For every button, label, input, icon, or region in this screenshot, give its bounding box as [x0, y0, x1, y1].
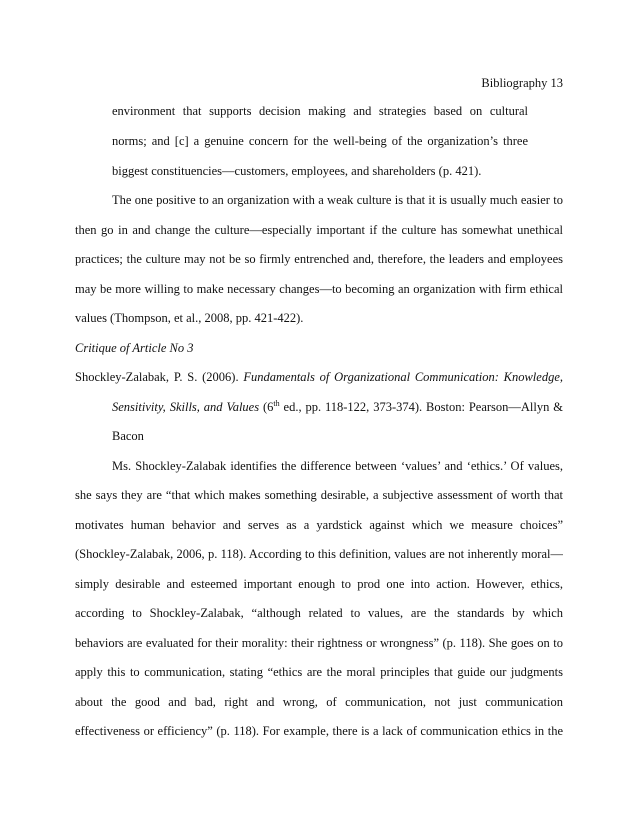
paragraph1-line: practices; the culture may not be so firmly entrenched and, therefore, the leaders and employees — [75, 252, 563, 266]
paragraph2-line: apply this to communication, stating “ethics are the moral principles that guide our judgments — [75, 665, 563, 679]
paragraph2-line: simply desirable and esteemed important enough to prod one into action. However, ethics, — [75, 577, 563, 591]
quote-line: norms; and [c] a genuine concern for the well-being of the organization’s three — [112, 134, 528, 148]
paragraph1-line: then go in and change the culture—especially important if the culture has somewhat unethical — [75, 223, 563, 237]
quote-line: biggest constituencies—customers, employees, and shareholders (p. 421). — [112, 164, 482, 178]
citation-line-1: Shockley-Zalabak, P. S. (2006). Fundamentals of Organizational Communication: Knowledge, — [75, 370, 563, 384]
paragraph2-line: behaviors are evaluated for their morality: their rightness or wrongness” (p. 118). She goes on to — [75, 636, 563, 650]
paragraph2-line: according to Shockley-Zalabak, “although related to values, are the standards by which — [75, 606, 563, 620]
paragraph1-line: The one positive to an organization with a weak culture is that it is usually much easier to — [112, 193, 563, 207]
section-heading: Critique of Article No 3 — [75, 341, 194, 355]
quote-line: environment that supports decision making and strategies based on cultural — [112, 104, 528, 118]
paragraph2-line: (Shockley-Zalabak, 2006, p. 118). According to this definition, values are not inherently moral— — [75, 547, 563, 561]
paragraph2-line: effectiveness or efficiency” (p. 118). For example, there is a lack of communication ethics in the — [75, 724, 563, 738]
running-head: Bibliography 13 — [481, 76, 563, 90]
citation-line-2: Sensitivity, Skills, and Values (6th ed., pp. 118-122, 373-374). Boston: Pearson—Allyn & — [112, 399, 563, 414]
paragraph2-line: about the good and bad, right and wrong, of communication, not just communication — [75, 695, 563, 709]
paragraph2-line: Ms. Shockley-Zalabak identifies the difference between ‘values’ and ‘ethics.’ Of values, — [112, 459, 563, 473]
citation-line-3: Bacon — [112, 429, 144, 443]
paragraph1-line: may be more willing to make necessary changes—to becoming an organization with firm ethical — [75, 282, 563, 296]
paragraph2-line: motivates human behavior and serves as a yardstick against which we measure choices” — [75, 518, 563, 532]
paragraph1-line: values (Thompson, et al., 2008, pp. 421-422). — [75, 311, 304, 325]
paragraph2-line: she says they are “that which makes something desirable, a subjective assessment of worth that — [75, 488, 563, 502]
